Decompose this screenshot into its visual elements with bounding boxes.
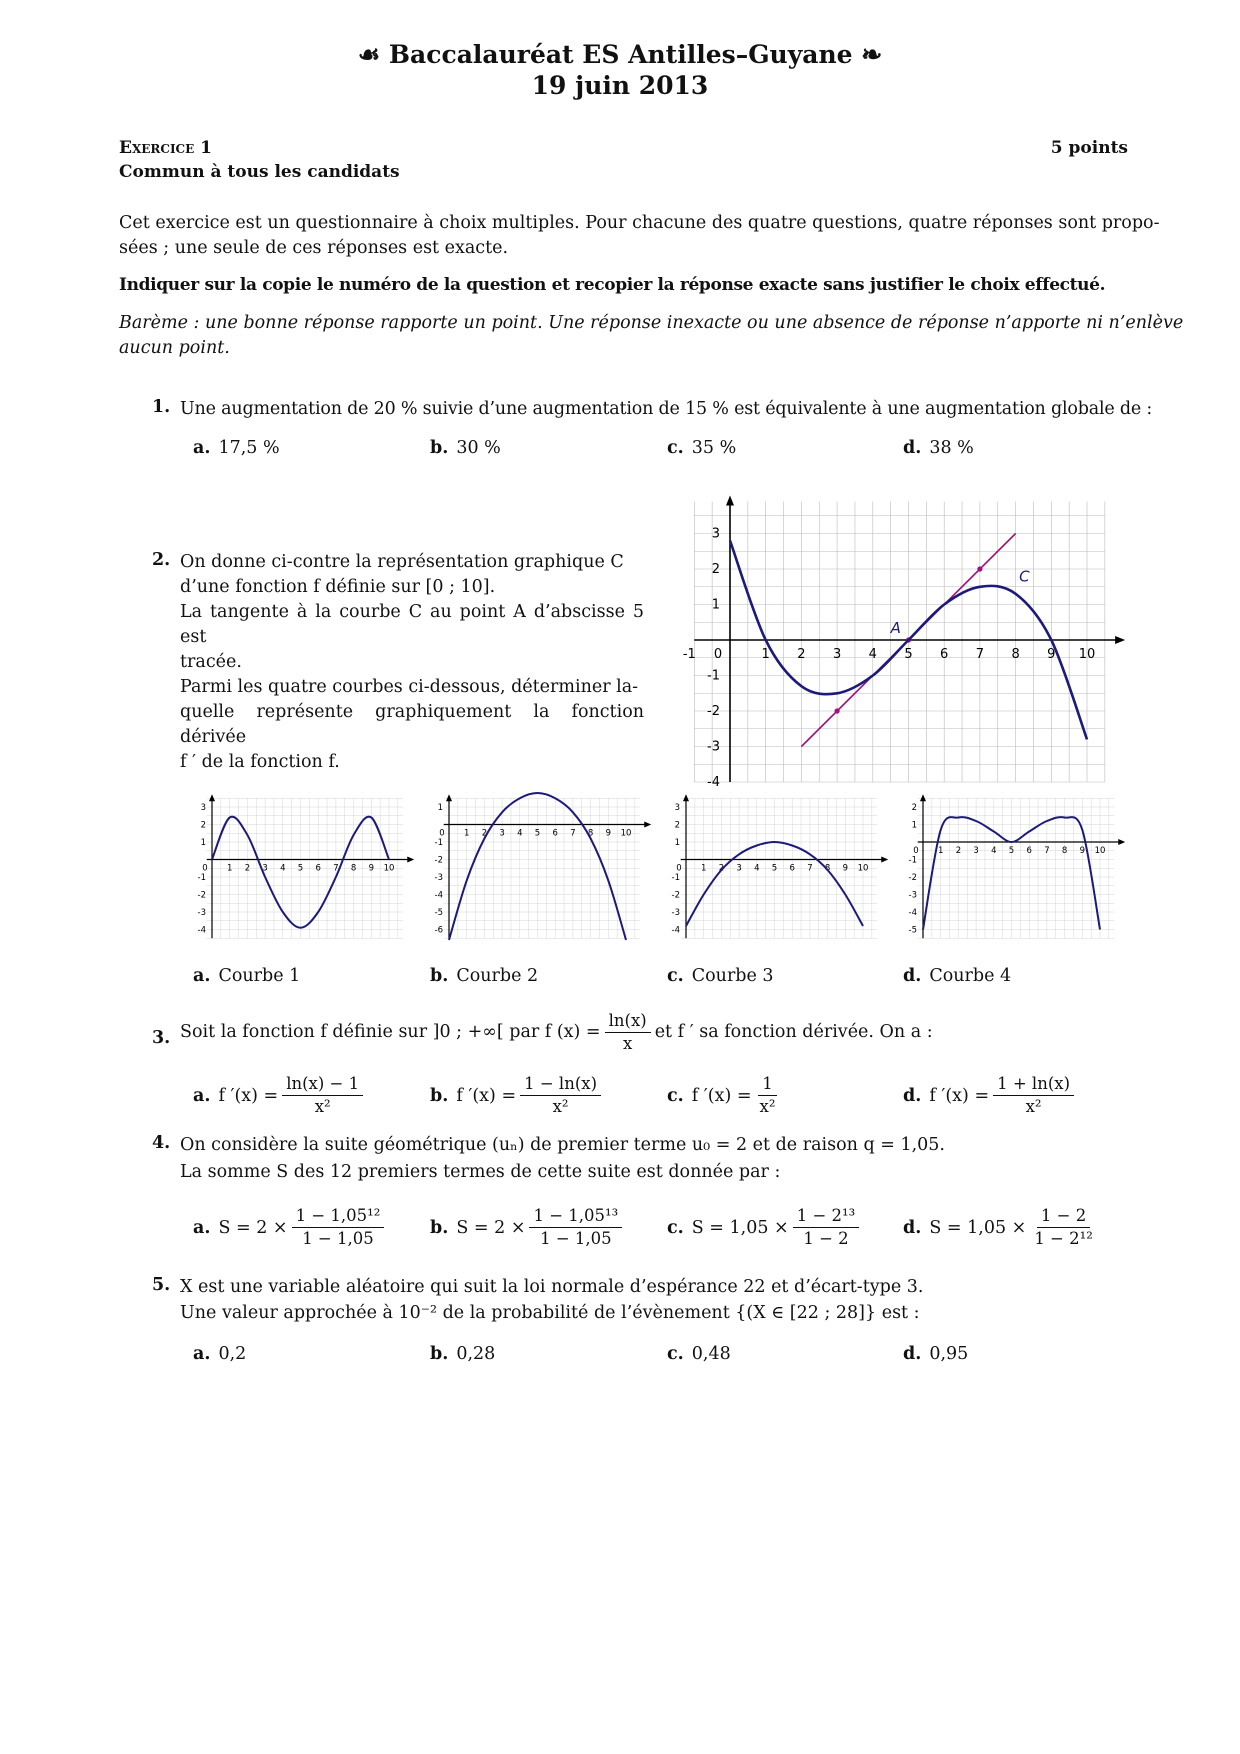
x-tick-label: 4 bbox=[754, 863, 760, 874]
y-axis-arrow-icon bbox=[446, 794, 452, 801]
y-tick-label: -4 bbox=[671, 925, 680, 936]
q4-choice-d[interactable]: d. S = 1,05 × $\frac{1 - 2}{\text{1 − 2¹²}}$ bbox=[903, 1206, 1093, 1248]
x-tick-label: 7 bbox=[975, 647, 985, 662]
x-tick-label: 7 bbox=[807, 863, 813, 874]
y-tick-label: -4 bbox=[197, 925, 206, 936]
q1-choice-b[interactable]: b. 30 % bbox=[430, 438, 501, 458]
tangent-point bbox=[835, 708, 840, 713]
y-tick-label: 3 bbox=[674, 803, 680, 813]
instruction: Indiquer sur la copie le numéro de la question et recopier la réponse exacte sans justifier le choix effectué. bbox=[119, 275, 1106, 295]
question-4-number: 4. bbox=[152, 1133, 171, 1153]
x-tick-label: 2 bbox=[718, 863, 725, 874]
page-title: ☙ Baccalauréat ES Antilles–Guyane ❧ bbox=[357, 40, 883, 69]
question-1-number: 1. bbox=[152, 397, 171, 417]
x-tick-label: 5 bbox=[904, 647, 913, 662]
x-tick-label: 1 bbox=[937, 846, 944, 856]
q2-choice-c[interactable]: c. Courbe 3 bbox=[667, 966, 774, 986]
y-tick-label: 1 bbox=[437, 803, 443, 813]
question-2-text: On donne ci-contre la représentation graphique C d’une fonction f définie sur [0 ; 10]. La tangente à la courbe C au point A d’abscisse 5 est tracée. Parmi les quatre courbes ci-dessous, déterminer la- quelle représente graphiquement la fonction dérivée f ′ de la fonction f. bbox=[180, 552, 644, 772]
y-tick-label: -5 bbox=[908, 925, 917, 936]
q5-choice-a[interactable]: a. 0,2 bbox=[193, 1344, 247, 1364]
question-1-text: Une augmentation de 20 % suivie d’une augmentation de 15 % est équivalente à une augmentation globale de : bbox=[180, 399, 1153, 419]
x-axis-arrow-icon bbox=[407, 857, 414, 863]
x-tick-label: 7 bbox=[333, 863, 339, 874]
x-tick-label: 8 bbox=[824, 863, 831, 874]
x-tick-label: 0 bbox=[713, 647, 723, 662]
y-tick-label: -1 bbox=[707, 668, 720, 684]
x-tick-label: 8 bbox=[350, 863, 357, 874]
y-tick-label: -3 bbox=[908, 890, 917, 901]
y-tick-label: -2 bbox=[671, 890, 680, 901]
x-tick-label: 8 bbox=[587, 828, 594, 839]
x-tick-label: 1 bbox=[463, 828, 470, 839]
question-3-text: Soit la fonction f définie sur ]0 ; +∞[ par f (x) = $\frac{\ln(x)}{x}$ et f ′ sa fonction dérivée. On a : bbox=[180, 1011, 933, 1053]
y-tick-label: -4 bbox=[434, 890, 443, 901]
courbe-2-graph bbox=[429, 797, 645, 962]
x-tick-label: 10 bbox=[1078, 647, 1096, 662]
y-tick-label: -3 bbox=[197, 908, 206, 918]
y-tick-label: -3 bbox=[671, 908, 680, 918]
y-tick-label: -3 bbox=[434, 873, 443, 883]
x-axis-arrow-icon bbox=[1115, 636, 1125, 644]
y-tick-label: -4 bbox=[707, 775, 720, 790]
x-tick-label: 7 bbox=[1044, 846, 1050, 856]
exercise-subtitle: Commun à tous les candidats bbox=[119, 162, 400, 182]
x-tick-label: 0 bbox=[913, 846, 919, 856]
x-tick-label: 5 bbox=[534, 828, 541, 839]
courbe-3-graph bbox=[666, 797, 882, 962]
q4-choice-a[interactable]: a. S = 2 × $\frac{\text{1 − 1,05¹²}}{1 - 1,05}$ bbox=[193, 1205, 388, 1250]
y-axis-arrow-icon bbox=[683, 794, 689, 801]
x-tick-label: 8 bbox=[1011, 647, 1020, 662]
x-tick-label: 9 bbox=[368, 863, 375, 874]
y-axis-arrow-icon bbox=[726, 496, 734, 506]
intro-line-2: sées ; une seule de ces réponses est exacte. bbox=[119, 238, 509, 258]
y-axis-arrow-icon bbox=[209, 794, 215, 801]
y-tick-label: -2 bbox=[908, 873, 917, 883]
q3-choice-c[interactable]: c. f ′(x) = $\frac{1}{\text{x²}}$ bbox=[667, 1074, 776, 1116]
x-tick-label: 2 bbox=[244, 863, 251, 874]
main-graph bbox=[682, 495, 1120, 790]
q5-choice-b[interactable]: b. 0,28 bbox=[430, 1344, 496, 1364]
x-tick-label: 3 bbox=[262, 863, 268, 874]
x-tick-label: 0 bbox=[202, 863, 208, 874]
y-tick-label: -2 bbox=[434, 855, 443, 866]
q3-choice-b[interactable]: b. f ′(x) = $\frac{1 - \ln(x)}{\text{x²}}$ bbox=[430, 1073, 605, 1118]
y-tick-label: 1 bbox=[674, 838, 680, 848]
q1-choice-d[interactable]: d. 38 % bbox=[903, 438, 974, 458]
x-tick-label: 6 bbox=[552, 828, 558, 839]
y-tick-label: -2 bbox=[707, 704, 720, 719]
x-tick-label: 10 bbox=[857, 863, 869, 874]
intro-line-1: Cet exercice est un questionnaire à choix multiples. Pour chacune des quatre questions, quatre réponses sont propo- bbox=[119, 213, 1160, 233]
x-tick-label: 9 bbox=[1079, 846, 1086, 856]
tangent-point bbox=[977, 566, 982, 571]
ornament-right-icon: ❧ bbox=[861, 40, 883, 69]
question-5-line-1: X est une variable aléatoire qui suit la loi normale d’espérance 22 et d’écart-type 3. bbox=[180, 1277, 924, 1297]
y-tick-label: 1 bbox=[911, 820, 917, 831]
x-tick-label: 5 bbox=[771, 863, 778, 874]
question-5-line-2: Une valeur approchée à 10⁻² de la probabilité de l’évènement {(X ∈ [22 ; 28]} est : bbox=[180, 1303, 920, 1323]
y-tick-label: 2 bbox=[711, 562, 720, 577]
q1-choice-a[interactable]: a. 17,5 % bbox=[193, 438, 280, 458]
x-tick-label: 4 bbox=[280, 863, 286, 874]
bareme-line-1: Barème : une bonne réponse rapporte un point. Une réponse inexacte ou une absence de réponse n’apporte ni n’enlève bbox=[119, 313, 1184, 333]
x-tick-label: 8 bbox=[1061, 846, 1068, 856]
x-tick-label: 3 bbox=[736, 863, 742, 874]
x-tick-label: 6 bbox=[789, 863, 795, 874]
x-axis-arrow-icon bbox=[644, 822, 651, 828]
y-tick-label: 3 bbox=[200, 803, 206, 813]
x-tick-label: 4 bbox=[868, 647, 877, 662]
courbe-1-graph bbox=[192, 797, 408, 962]
x-tick-label: 1 bbox=[226, 863, 233, 874]
exercise-label: Exercice 1 bbox=[119, 138, 212, 158]
question-4-line-1: On considère la suite géométrique (uₙ) de premier terme u₀ = 2 et de raison q = 1,05. bbox=[180, 1135, 945, 1155]
x-tick-label: 6 bbox=[1026, 846, 1032, 856]
x-tick-label: 3 bbox=[973, 846, 979, 856]
x-tick-label: 9 bbox=[1047, 647, 1056, 662]
y-tick-label: 1 bbox=[711, 597, 720, 613]
y-tick-label: 2 bbox=[674, 820, 680, 831]
x-tick-label: 6 bbox=[940, 647, 949, 662]
x-tick-label: 2 bbox=[481, 828, 488, 839]
question-3-number: 3. bbox=[152, 1028, 171, 1048]
y-tick-label: -1 bbox=[434, 838, 443, 848]
x-axis-arrow-icon bbox=[881, 857, 888, 863]
bareme-line-2: aucun point. bbox=[119, 338, 230, 358]
q5-choice-c[interactable]: c. 0,48 bbox=[667, 1344, 731, 1364]
y-tick-label: -2 bbox=[197, 890, 206, 901]
y-tick-label: -6 bbox=[434, 925, 443, 936]
x-tick-label: 0 bbox=[676, 863, 682, 874]
y-axis-arrow-icon bbox=[920, 794, 926, 801]
x-tick-label: -1 bbox=[682, 647, 696, 662]
q5-choice-d[interactable]: d. 0,95 bbox=[903, 1344, 969, 1364]
x-tick-label: 3 bbox=[499, 828, 505, 839]
curve-label: C bbox=[1019, 567, 1030, 586]
x-tick-label: 10 bbox=[1094, 846, 1106, 856]
courbe-4-graph bbox=[903, 797, 1119, 962]
y-tick-label: 2 bbox=[200, 820, 206, 831]
y-tick-label: -1 bbox=[197, 873, 206, 883]
x-tick-label: 1 bbox=[761, 647, 770, 662]
y-tick-label: 2 bbox=[911, 803, 917, 813]
x-tick-label: 9 bbox=[605, 828, 612, 839]
page-date: 19 juin 2013 bbox=[531, 71, 709, 100]
x-tick-label: 3 bbox=[832, 647, 842, 662]
y-tick-label: -5 bbox=[434, 908, 443, 918]
exercise-points: 5 points bbox=[1050, 138, 1128, 158]
x-tick-label: 7 bbox=[570, 828, 576, 839]
y-tick-label: 1 bbox=[200, 838, 206, 848]
x-tick-label: 4 bbox=[991, 846, 997, 856]
question-2-number: 2. bbox=[152, 550, 171, 570]
q2-choice-d[interactable]: d. Courbe 4 bbox=[903, 966, 1012, 986]
x-tick-label: 2 bbox=[955, 846, 962, 856]
q3-choice-d[interactable]: d. f ′(x) = $\frac{1 + \ln(x)}{\text{x²}}$ bbox=[903, 1073, 1078, 1118]
x-tick-label: 6 bbox=[315, 863, 321, 874]
q2-choice-b[interactable]: b. Courbe 2 bbox=[430, 966, 539, 986]
y-tick-label: -1 bbox=[908, 855, 917, 866]
x-tick-label: 5 bbox=[1008, 846, 1015, 856]
x-tick-label: 2 bbox=[797, 647, 806, 662]
x-tick-label: 10 bbox=[620, 828, 632, 839]
x-tick-label: 9 bbox=[842, 863, 849, 874]
q4-choice-c[interactable]: c. S = 1,05 × $\frac{\text{1 − 2¹³}}{1 - 2}$ bbox=[667, 1205, 863, 1250]
y-tick-label: -3 bbox=[707, 739, 720, 755]
q3-choice-a[interactable]: a. f ′(x) = $\frac{\ln(x) - 1}{\text{x²}}$ bbox=[193, 1073, 367, 1118]
y-tick-label: -1 bbox=[671, 873, 680, 883]
x-tick-label: 0 bbox=[439, 828, 445, 839]
question-4-line-2: La somme S des 12 premiers termes de cette suite est donnée par : bbox=[180, 1162, 781, 1182]
x-tick-label: 1 bbox=[700, 863, 707, 874]
y-tick-label: 3 bbox=[711, 526, 720, 542]
x-axis-arrow-icon bbox=[1118, 839, 1125, 845]
x-tick-label: 10 bbox=[383, 863, 395, 874]
x-tick-label: 5 bbox=[297, 863, 304, 874]
point-a-label: A bbox=[890, 618, 901, 637]
question-5-number: 5. bbox=[152, 1275, 171, 1295]
ornament-left-icon: ☙ bbox=[357, 40, 381, 69]
q2-choice-a[interactable]: a. Courbe 1 bbox=[193, 966, 301, 986]
y-tick-label: -4 bbox=[908, 908, 917, 918]
x-tick-label: 4 bbox=[517, 828, 523, 839]
q4-choice-b[interactable]: b. S = 2 × $\frac{\text{1 − 1,05¹³}}{1 - 1,05}$ bbox=[430, 1205, 626, 1250]
q1-choice-c[interactable]: c. 35 % bbox=[667, 438, 737, 458]
